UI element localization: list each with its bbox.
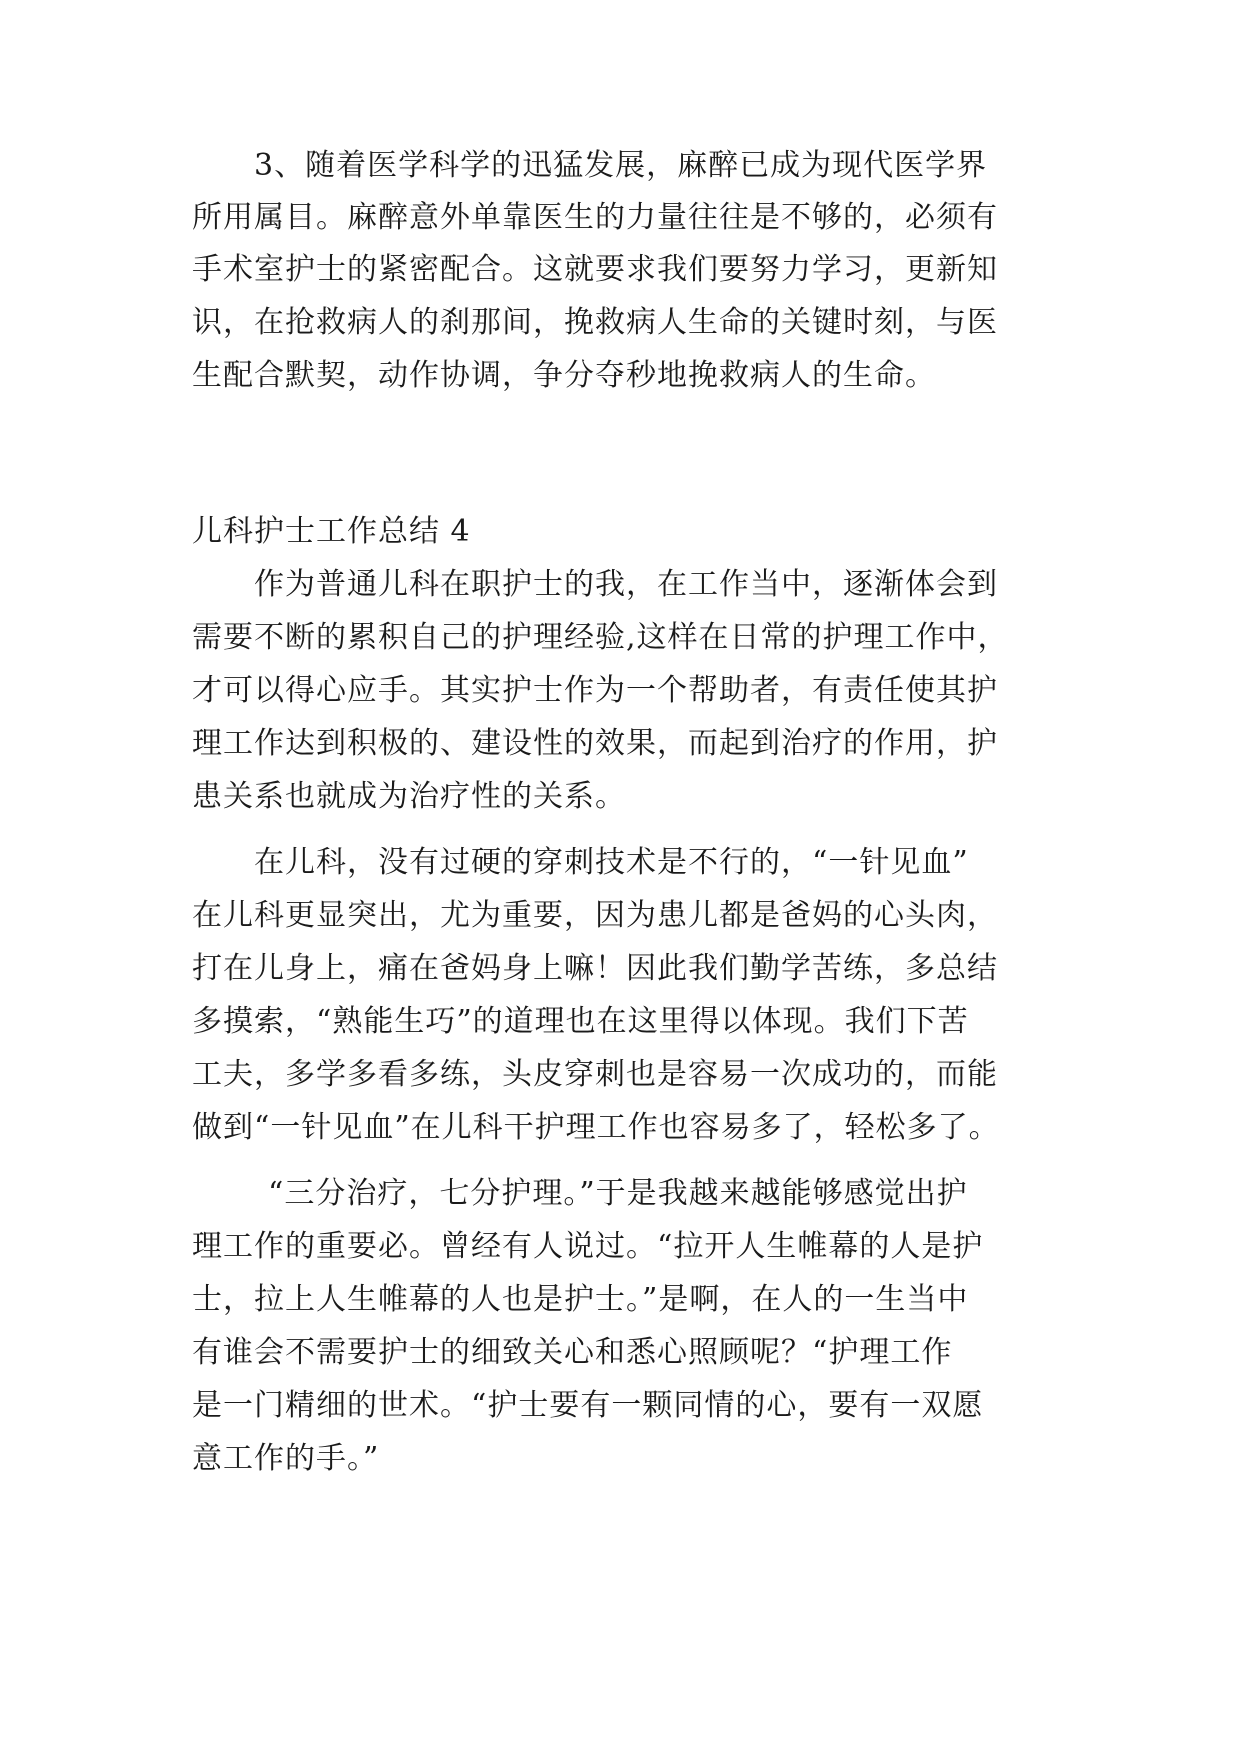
text-line: 识，在抢救病人的刹那间，挽救病人生命的关键时刻，与医 (192, 305, 998, 340)
text-line: 意工作的手。” (192, 1441, 380, 1476)
text-line: 士，拉上人生帷幕的人也是护士。”是啊，在人的一生当中 (192, 1282, 969, 1317)
text-line: 生配合默契，动作协调，争分夺秒地挽救病人的生命。 (192, 358, 936, 393)
text-line: 需要不断的累积自己的护理经验,这样在日常的护理工作中， (192, 620, 1009, 655)
text-line: 多摸索，“熟能生巧”的道理也在这里得以体现。我们下苦 (192, 1004, 969, 1039)
text-line: 在儿科更显突出，尤为重要，因为患儿都是爸妈的心头肉， (192, 898, 998, 933)
section-heading: 儿科护士工作总结 4 (192, 514, 471, 549)
text-line: 3、随着医学科学的迅猛发展，麻醉已成为现代医学界 (254, 148, 988, 183)
text-line: 手术室护士的紧密配合。这就要求我们要努力学习，更新知 (192, 252, 998, 287)
text-line: 做到“一针见血”在儿科干护理工作也容易多了，轻松多了。 (192, 1110, 1000, 1145)
text-line: 所用属目。麻醉意外单靠医生的力量往往是不够的，必须有 (192, 200, 998, 235)
text-line: 才可以得心应手。其实护士作为一个帮助者，有责任使其护 (192, 673, 998, 708)
text-line: 理工作的重要必。曾经有人说过。“拉开人生帷幕的人是护 (192, 1229, 984, 1264)
text-line: 作为普通儿科在职护士的我，在工作当中，逐渐体会到 (254, 567, 998, 602)
text-line: 患关系也就成为治疗性的关系。 (192, 779, 626, 814)
text-line: 工夫，多学多看多练，头皮穿刺也是容易一次成功的，而能 (192, 1057, 998, 1092)
text-line: 有谁会不需要护士的细致关心和悉心照顾呢？“护理工作 (192, 1335, 953, 1370)
text-line: 在儿科，没有过硬的穿刺技术是不行的，“一针见血” (254, 845, 969, 880)
text-line: 是一门精细的世术。“护士要有一颗同情的心，要有一双愿 (192, 1388, 984, 1423)
text-line: 理工作达到积极的、建设性的效果，而起到治疗的作用，护 (192, 726, 998, 761)
text-line: 打在儿身上，痛在爸妈身上嘛！因此我们勤学苦练，多总结 (192, 951, 998, 986)
text-line: “三分治疗，七分护理。”于是我越来越能够感觉出护 (268, 1176, 968, 1211)
